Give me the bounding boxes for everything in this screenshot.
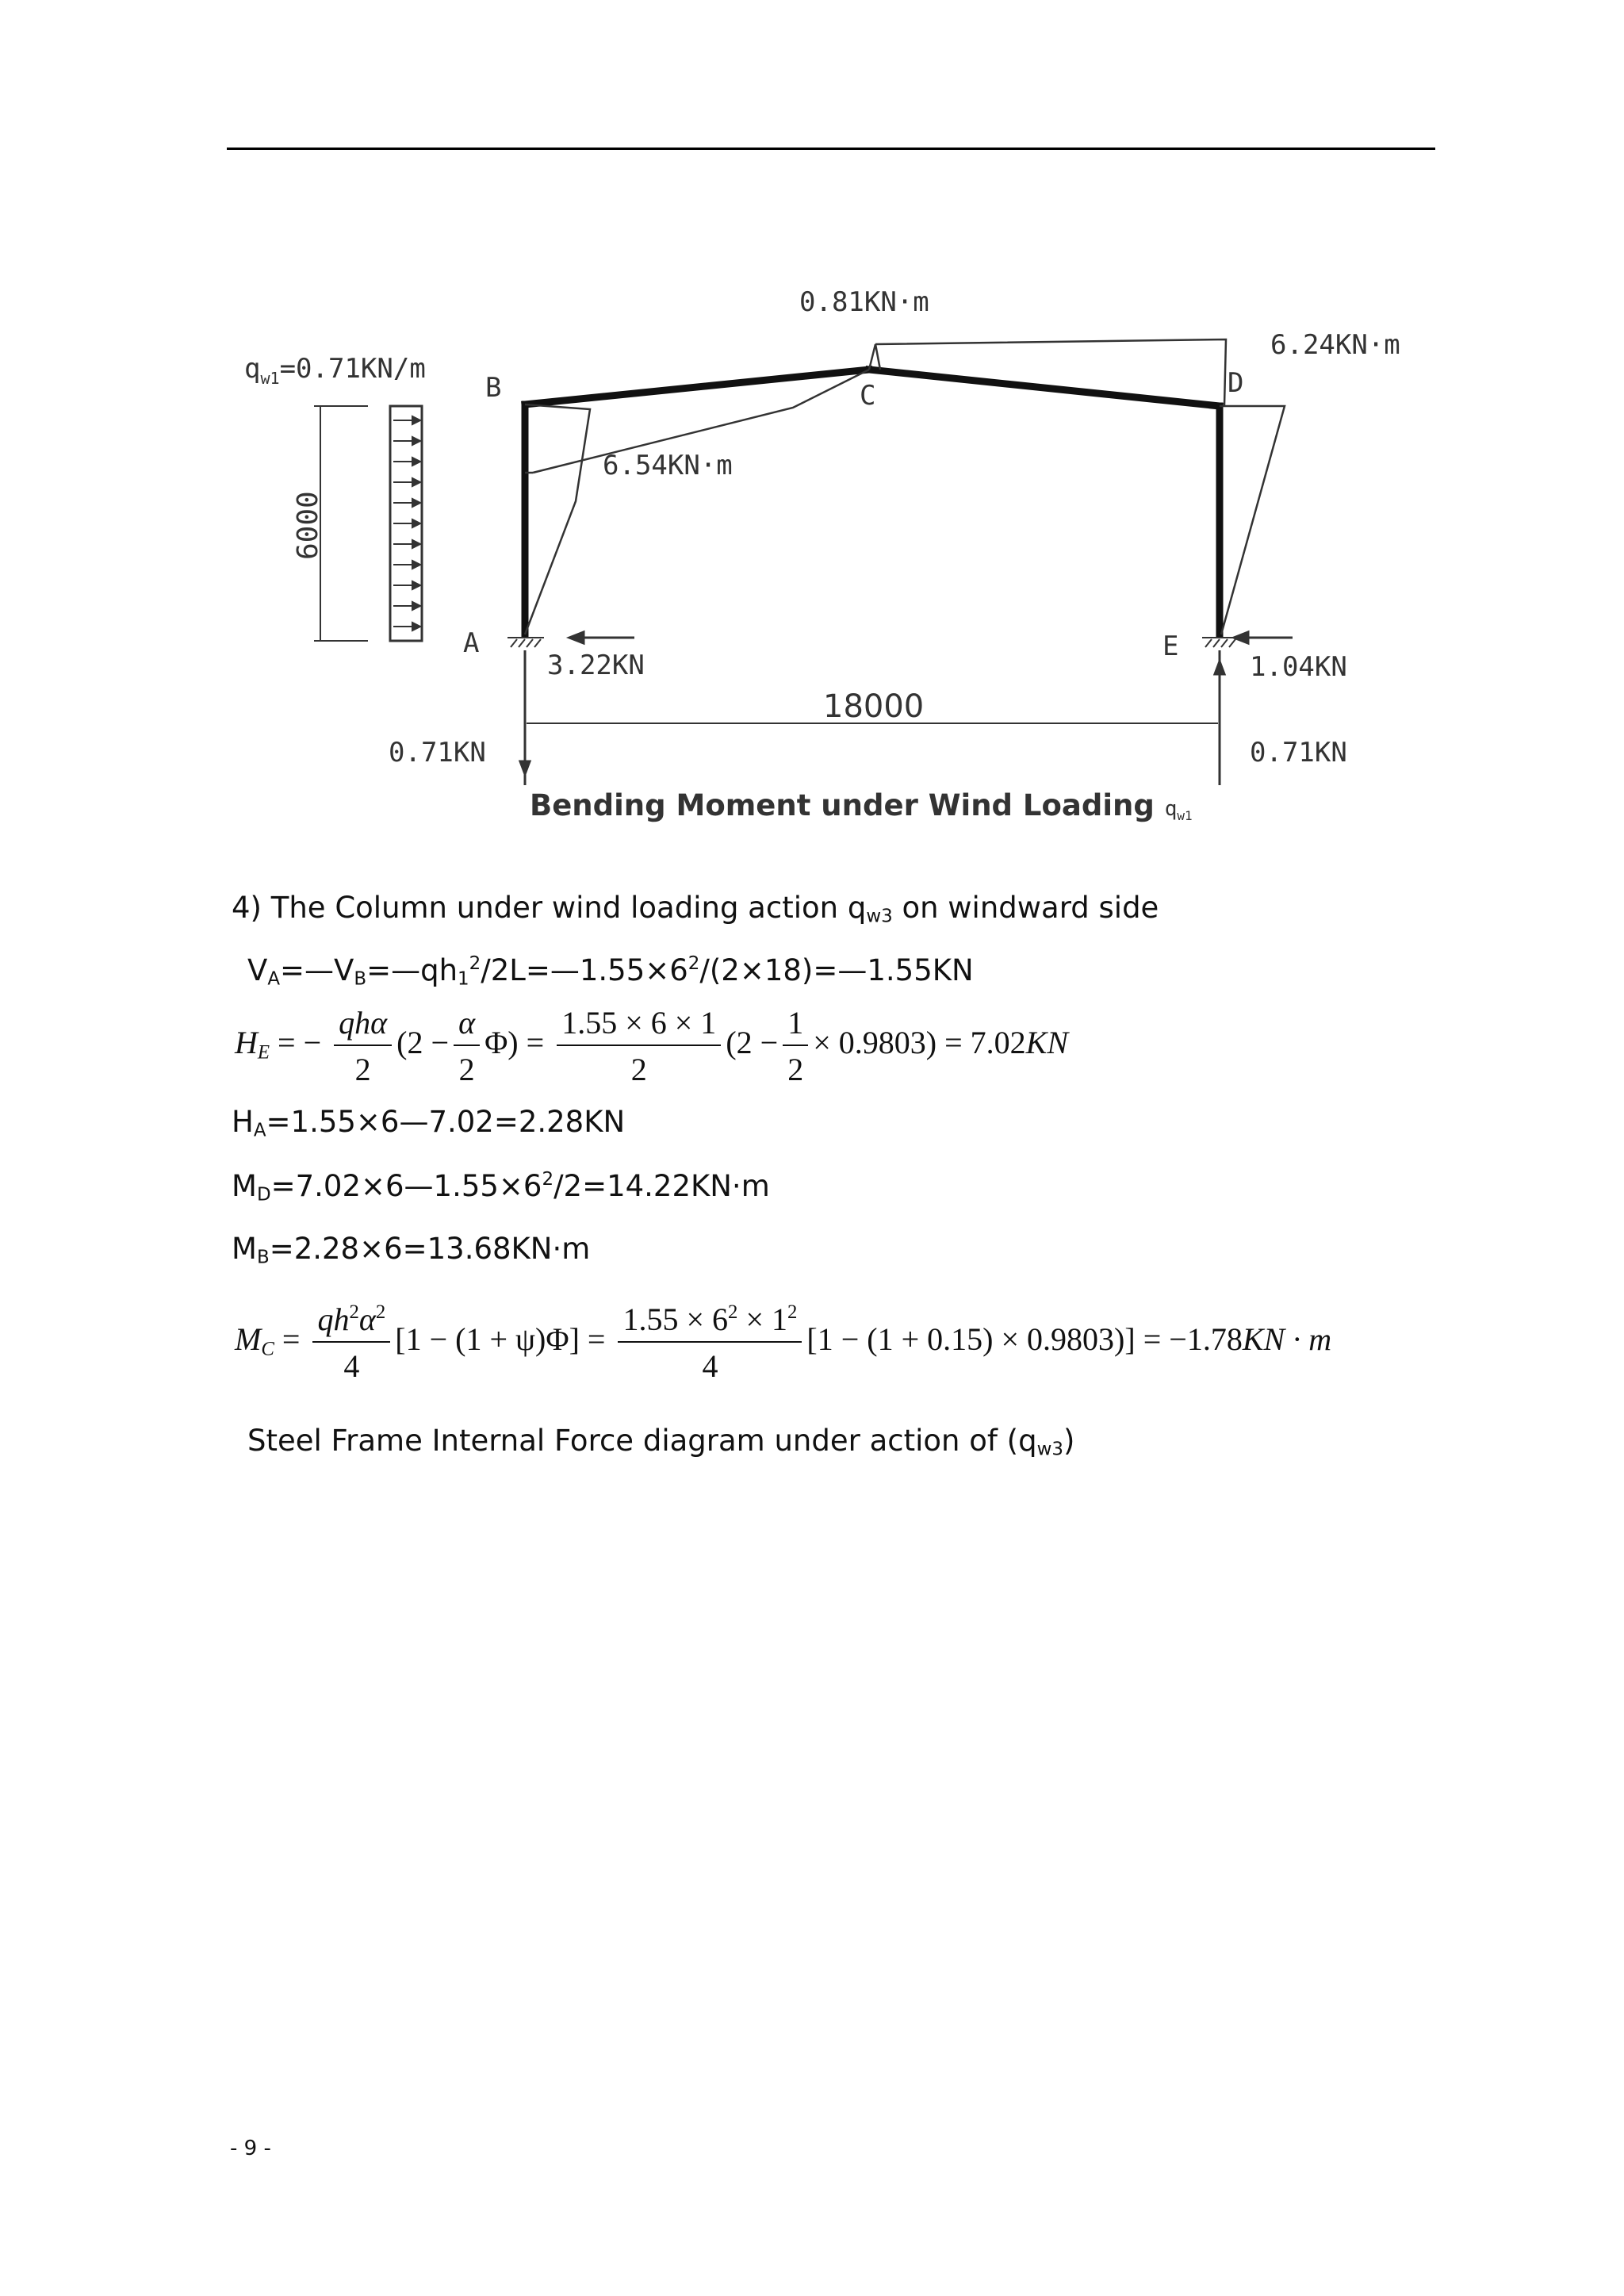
- wind-arrow-head: [412, 478, 420, 486]
- reaction-v-right: 0.71KN: [1250, 737, 1347, 769]
- node-a: A: [463, 627, 480, 659]
- page-number: - 9 -: [230, 2137, 271, 2160]
- wind-arrow-head: [412, 458, 420, 466]
- node-e: E: [1162, 631, 1179, 662]
- wind-arrow-head: [412, 499, 420, 507]
- figure-caption: Bending Moment under Wind Loading qw1: [530, 788, 1193, 823]
- wind-arrow-head: [412, 437, 420, 445]
- node-d: D: [1228, 367, 1244, 399]
- wind-arrow-head: [412, 519, 420, 527]
- moment-diagram: [525, 339, 1285, 634]
- wind-arrow-head: [412, 561, 420, 569]
- line-md: $M_D=7.02\times 6—1.55\times 6^2/2=14.22KN\cdot m$: [232, 1168, 770, 1205]
- diagram-caption: Steel Frame Internal Force diagram under action of $(q_{w3})$: [247, 1424, 1075, 1460]
- reaction-h-left: 3.22KN: [547, 650, 645, 681]
- support-a: [508, 638, 544, 647]
- moment-apex: 0.81KN·m: [799, 286, 929, 318]
- equation-mc: $M_C$ = $\frac{qh^2\alpha^2}{4}$ [1 − (1 + ψ)Φ] = $\frac{1.55 \times 6^2 \times 1^2}{4}$ [1 − (1 + 0.15) × 0.9803)] = −1.78KN · m: [235, 1301, 1332, 1384]
- support-e: [1202, 638, 1239, 647]
- moment-left: 6.54KN·m: [603, 450, 733, 481]
- line-va: $V_A=—V_B=—qh_1^2/2L=—1.55\times 6^2/(2\times 18)=—1.55KN$: [247, 953, 974, 990]
- node-c: C: [860, 380, 876, 412]
- wind-arrow-head: [412, 540, 420, 548]
- section-heading: 4) The Column under wind loading action $q_{w3}$ on windward side: [232, 891, 1159, 927]
- reaction-v-left: 0.71KN: [389, 737, 486, 769]
- moment-right: 6.24KN·m: [1270, 329, 1400, 361]
- wind-arrow-head: [412, 581, 420, 589]
- wind-arrow-head: [412, 623, 420, 631]
- line-mb: $M_B=2.28\times 6=13.68KN\cdot m$: [232, 1232, 591, 1268]
- load-label: $q_{w1}=0.71KN/m$: [244, 353, 426, 388]
- line-ha: $H_A=1.55\times 6—7.02=2.28KN$: [232, 1105, 626, 1141]
- reaction-h-right: 1.04KN: [1250, 651, 1347, 683]
- wind-arrow-head: [412, 602, 420, 610]
- wind-arrow-head: [412, 416, 420, 424]
- span-dimension: 18000: [823, 688, 925, 725]
- equation-he: $H_E$ = − $\frac{\text{qhα}}{2}$ (2 − $\frac{\alpha}{2}$ Φ) = $\frac{1.55 \times 6 \times 1}{2}$ (2 − $\frac{1}{2}$ × 0.9803) = 7.02KN: [235, 1005, 1068, 1087]
- bending-moment-figure: [0, 0, 1624, 841]
- node-b: B: [485, 372, 502, 404]
- height-dimension: 6000: [292, 491, 324, 560]
